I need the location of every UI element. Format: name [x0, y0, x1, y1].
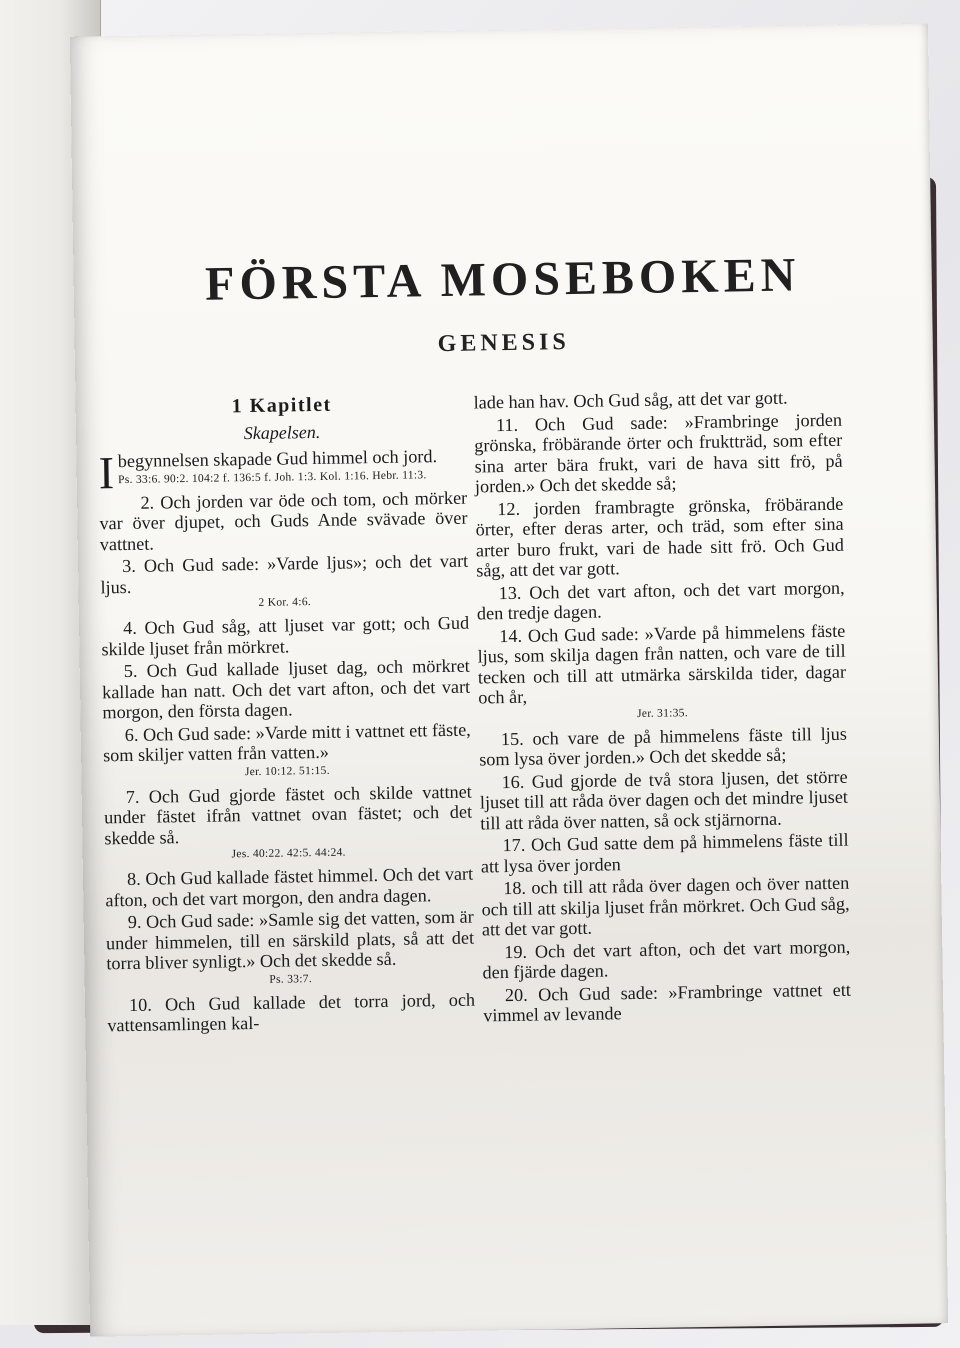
- verse-4: 4. Och Gud såg, att ljuset var gott; och Gud skilde ljuset från mörkret.: [101, 612, 470, 659]
- right-column: [473, 387, 851, 1028]
- verse-2: 2. Och jorden var öde och tom, och mörker var över djupet, och Guds Ande svävade över vattnet.: [99, 487, 468, 554]
- verse-6: 6. Och Gud sade: »Varde mitt i vattnet ett fäste, som skiljer vatten från vatten.»: [102, 719, 471, 766]
- verse-19: 19. Och det vart afton, och det vart morgon, den fjärde dagen.: [482, 936, 851, 983]
- bible-page: [70, 23, 948, 1336]
- verse-7: 7. Och Gud gjorde fästet och skilde vattnet under fästet ifrån vattnet ovan fästet; och det skedde så.: [103, 781, 473, 848]
- verse-13: 13. Och det vart afton, och det vart morgon, den tredje dagen.: [476, 577, 845, 624]
- verse-16: 16. Gud gjorde de två stora ljusen, det större ljuset till att råda över dagen och det mindre ljuset till att råda över natten, så ock stjärnorna.: [479, 766, 849, 833]
- book-subtitle: GENESIS: [437, 329, 570, 358]
- cross-reference: Jes. 40:22. 42:5. 44:24.: [231, 846, 346, 861]
- cross-reference: 2 Kor. 4:6.: [258, 596, 312, 609]
- left-column: [98, 393, 476, 1038]
- verse-15: 15. och vare de på himmelens fäste till ljus som lysa över jorden.» Och det skedde så;: [479, 723, 848, 770]
- chapter-heading: 1 Kapitlet: [231, 393, 332, 418]
- verse-14: 14. Och Gud sade: »Varde på himmelens fäste ljus, som skilja dagen från natten, och vare de till tecken och till att utmärka särskilda tider, dagar och år,: [477, 620, 847, 708]
- verse-12: 12. jorden frambragte grönska, fröbärande örter, efter deras arter, och träd, som efter sina arter buro frukt, vari de hade sitt frö. Och Gud såg, att det var gott.: [475, 493, 845, 581]
- verse-9: 9. Och Gud sade: »Samle sig det vatten, som är under himmelen, till en särskild plats, så att det torra bliver synligt.» Och det skedde så.: [105, 906, 475, 974]
- verse-3: 3. Och Gud sade: »Varde ljus»; och det vart ljus.: [100, 550, 469, 597]
- cross-reference: Ps. 33:7.: [269, 972, 313, 986]
- verse-11: 11. Och Gud sade: »Frambringe jorden grönska, fröbärande örter och fruktträd, som efter sina arter bära frukt, vari de hava sitt frö, på jorden.» Och det skedde så;: [474, 409, 843, 497]
- verse-8: 8. Och Gud kallade fästet himmel. Och det vart afton, och det vart morgon, den andra dagen.: [105, 863, 474, 910]
- cross-reference: Jer. 10:12. 51:15.: [244, 764, 330, 778]
- verse-1-text: begynnelsen skapade Gud himmel och jord.: [117, 446, 438, 472]
- verse-18: 18. och till att råda över dagen och över natten och till att skilja ljuset från mörkret. Och Gud såg, att det var gott.: [481, 872, 850, 940]
- section-heading: Skapelsen.: [243, 421, 321, 443]
- verse-10-continued: lade han hav. Och Gud såg, att det var gott.: [473, 387, 788, 413]
- verse-17: 17. Och Gud satte dem på himmelens fäste till att lysa över jorden: [480, 829, 849, 876]
- verse-20: 20. Och Gud sade: »Frambringe vattnet ett vimmel av levande: [483, 979, 852, 1026]
- book-title: FÖRSTA MOSEBOKEN: [204, 248, 801, 311]
- cross-reference: Ps. 33:6. 90:2. 104:2 f. 136:5 f. Joh. 1:3. Kol. 1:16. Hebr. 11:3.: [118, 468, 427, 486]
- cross-reference: Jer. 31:35.: [636, 706, 689, 720]
- verse-10: 10. Och Gud kallade det torra jord, och vattensamlingen kal-: [107, 989, 476, 1036]
- drop-cap: I: [98, 447, 115, 499]
- verse-5: 5. Och Gud kallade ljuset dag, och mörkret kallade han natt. Och det vart afton, och det vart morgon, den första dagen.: [101, 655, 471, 723]
